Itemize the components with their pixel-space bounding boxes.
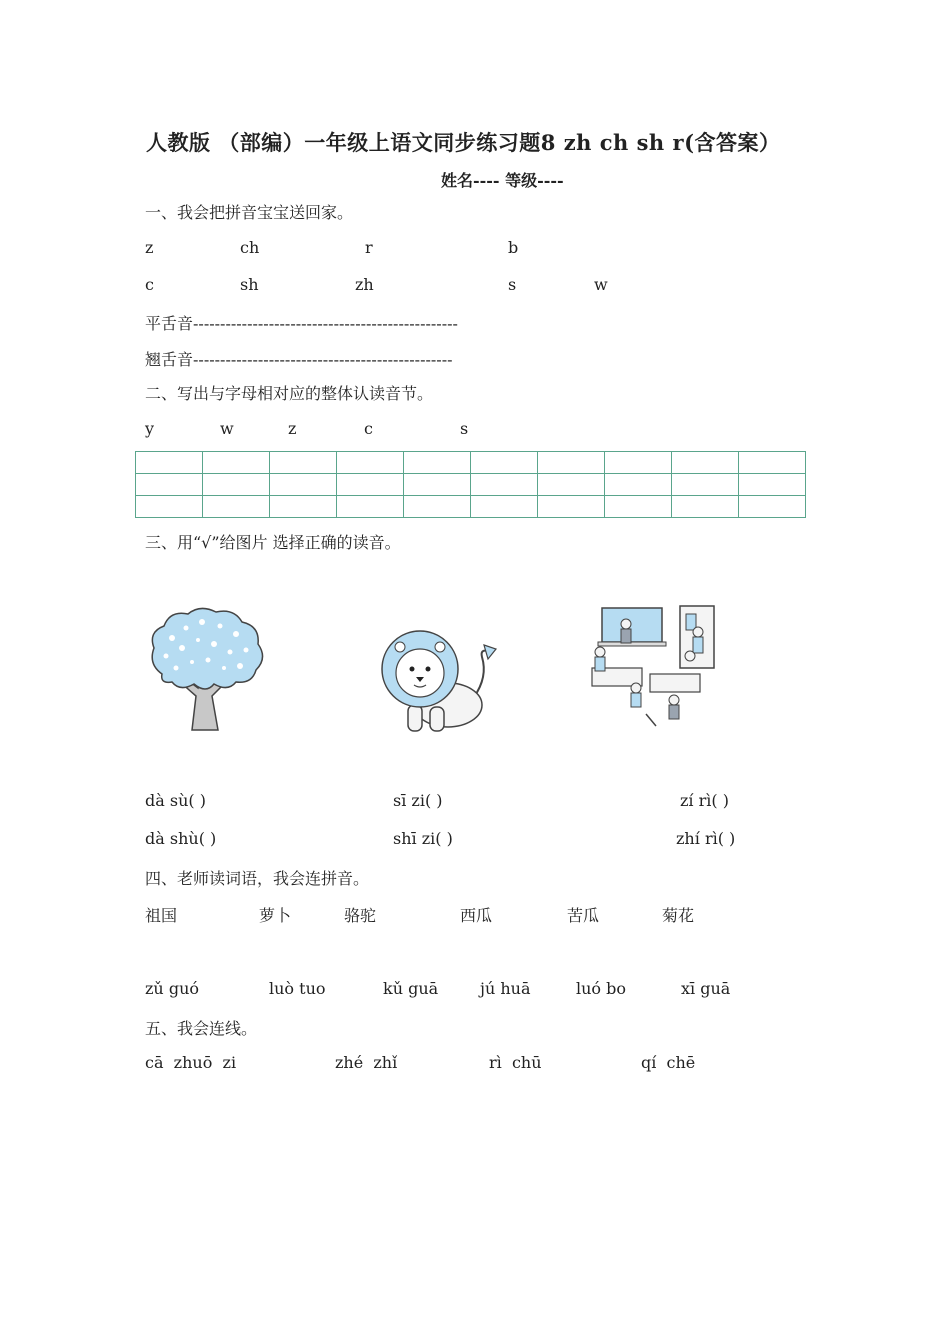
grid-cell[interactable] (270, 452, 337, 474)
grid-cell[interactable] (203, 496, 270, 518)
flat-tongue-row (145, 311, 458, 334)
word-item[interactable]: 菊花 (662, 906, 695, 925)
grid-cell[interactable] (337, 452, 404, 474)
option-da-shu[interactable]: dà shù( ) (145, 829, 217, 848)
tree-image (142, 604, 272, 732)
q1-letter: r (365, 238, 373, 257)
pinyin-item[interactable]: zǔ guó (145, 979, 199, 998)
option-si-zi[interactable]: sī zi( ) (393, 791, 443, 810)
q1-heading: 一、我会把拼音宝宝送回家。 (145, 203, 354, 222)
q2-letter: z (288, 419, 297, 438)
match-item[interactable]: cā zhuō zi (145, 1053, 237, 1072)
q2-heading: 二、写出与字母相对应的整体认读音节。 (145, 384, 434, 403)
grid-cell[interactable] (203, 474, 270, 496)
grid-cell[interactable] (605, 452, 672, 474)
q1-letter: c (145, 275, 154, 294)
grid-row (136, 474, 806, 496)
match-item[interactable]: zhé zhǐ (335, 1053, 398, 1072)
grid-row (136, 452, 806, 474)
word-item[interactable]: 祖国 (145, 906, 178, 925)
grid-cell[interactable] (270, 496, 337, 518)
grid-cell[interactable] (739, 452, 806, 474)
grid-cell[interactable] (404, 452, 471, 474)
grid-cell[interactable] (136, 496, 203, 518)
flat-tongue-label: 平舌音 (145, 314, 194, 333)
match-item[interactable]: qí chē (641, 1053, 696, 1072)
word-item[interactable]: 萝卜 (259, 906, 292, 925)
retroflex-answer-line[interactable]: ------------------------------------------------ (193, 350, 453, 369)
pinyin-item[interactable]: xī guā (681, 979, 731, 998)
word-item[interactable]: 西瓜 (460, 906, 493, 925)
grid-cell[interactable] (136, 474, 203, 496)
option-da-su[interactable]: dà sù( ) (145, 791, 206, 810)
grid-cell[interactable] (337, 474, 404, 496)
syllable-writing-grid (135, 451, 806, 518)
q2-letter: w (220, 419, 234, 438)
option-zi-ri[interactable]: zí rì( ) (680, 791, 729, 810)
q1-letter: ch (240, 238, 260, 257)
option-shi-zi[interactable]: shī zi( ) (393, 829, 453, 848)
grid-cell[interactable] (471, 452, 538, 474)
q3-heading: 三、用“√”给图片 选择正确的读音。 (145, 533, 401, 552)
pinyin-item[interactable]: kǔ guā (383, 979, 439, 998)
grid-cell[interactable] (337, 496, 404, 518)
q1-letter: z (145, 238, 154, 257)
grid-cell[interactable] (538, 474, 605, 496)
word-item[interactable]: 骆驼 (344, 906, 377, 925)
pinyin-item[interactable]: luó bo (576, 979, 627, 998)
q2-letter: s (460, 419, 469, 438)
grid-cell[interactable] (739, 496, 806, 518)
grid-cell[interactable] (538, 496, 605, 518)
grid-cell[interactable] (471, 496, 538, 518)
pinyin-item[interactable]: luò tuo (269, 979, 326, 998)
q5-heading: 五、我会连线。 (145, 1019, 258, 1038)
q1-letter: sh (240, 275, 259, 294)
grid-cell[interactable] (739, 474, 806, 496)
q1-letter: s (508, 275, 517, 294)
q4-heading: 四、老师读词语，我会连拼音。 (145, 869, 370, 888)
grid-row (136, 496, 806, 518)
grid-cell[interactable] (203, 452, 270, 474)
retroflex-row (145, 347, 453, 370)
word-item[interactable]: 苦瓜 (567, 906, 600, 925)
grid-cell[interactable] (471, 474, 538, 496)
grid-cell[interactable] (538, 452, 605, 474)
grid-cell[interactable] (605, 474, 672, 496)
grid-cell[interactable] (404, 474, 471, 496)
q2-letter: y (145, 419, 155, 438)
q1-letter: b (508, 238, 519, 257)
lion-image (378, 627, 506, 735)
q1-letter: zh (355, 275, 374, 294)
page-title: 人教版 （部编）一年级上语文同步练习题8 zh ch sh r(含答案） (146, 130, 781, 155)
grid-cell[interactable] (404, 496, 471, 518)
grid-cell[interactable] (270, 474, 337, 496)
option-zhi-ri[interactable]: zhí rì( ) (676, 829, 736, 848)
grid-cell[interactable] (672, 474, 739, 496)
match-item[interactable]: rì chū (489, 1053, 542, 1072)
pinyin-item[interactable]: jú huā (480, 979, 531, 998)
q2-letter: c (364, 419, 373, 438)
grid-cell[interactable] (136, 452, 203, 474)
name-grade-line: 姓名---- 等级---- (441, 171, 564, 190)
retroflex-label: 翘舌音 (145, 350, 194, 369)
classroom-duty-image (586, 604, 721, 730)
grid-cell[interactable] (672, 496, 739, 518)
grid-cell[interactable] (672, 452, 739, 474)
q1-letter: w (594, 275, 608, 294)
flat-tongue-answer-line[interactable]: ------------------------------------------------- (193, 314, 458, 333)
grid-cell[interactable] (605, 496, 672, 518)
